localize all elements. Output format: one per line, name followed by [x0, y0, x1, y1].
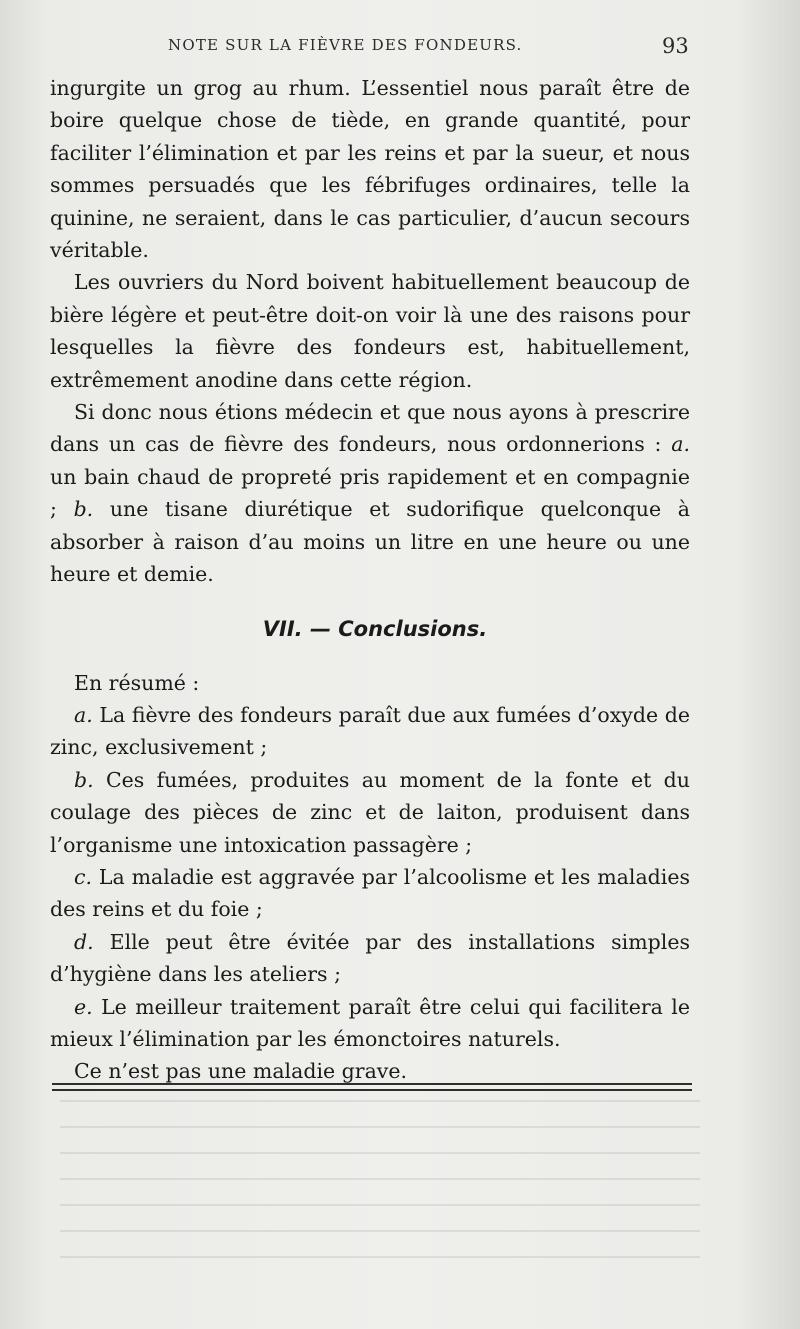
rule-line-bottom — [52, 1089, 692, 1091]
closing-sentence: Ce n’est pas une maladie grave. — [74, 1059, 408, 1084]
conclusion-item-e — [50, 991, 690, 1056]
conclusion-item-d — [50, 926, 690, 991]
prescription-text-b: une tisane diurétique et sudorifique quelconque à absorber à raison d’au moins un litre en une heure ou une heure et demie. — [50, 497, 690, 587]
conclusion-text: Le meilleur traitement paraît être celui qui facilitera le mieux l’élimination par les émonctoires naturels. — [50, 994, 690, 1051]
conclusion-text: La maladie est aggravée par l’alcoolisme et les maladies des reins et du foie ; — [50, 864, 690, 922]
paragraph-prescription — [50, 396, 690, 590]
bleed-through-texture — [60, 1100, 700, 1260]
running-title: NOTE SUR LA FIÈVRE DES FONDEURS. — [168, 36, 523, 54]
prescription-letter-a: a. — [671, 432, 690, 457]
conclusion-text: Ces fumées, produites au moment de la fonte et du coulage des pièces de zinc et de laiton, produisent dans l’organisme une intoxication passagère ; — [50, 767, 690, 857]
prescription-text-a: un bain chaud de propreté pris rapidement et en compagnie ; — [50, 464, 690, 522]
paragraph-continued: ingurgite un grog au rhum. L’essentiel nous paraît être de boire quelque chose de tiède, en grande quantité, pour faciliter l’élimination et par les reins et par la sueur, et nous sommes persuadés que les fébrifuges ordinaires, telle la quinine, ne seraient, dans le cas particulier, d’aucun secours véritable. — [50, 76, 690, 263]
conclusion-letter: d. — [74, 929, 94, 954]
conclusion-text: Elle peut être évitée par des installations simples d’hygiène dans les ateliers ; — [50, 929, 690, 987]
end-rule — [52, 1083, 692, 1095]
conclusion-letter: c. — [74, 864, 92, 889]
paragraph-nord: Les ouvriers du Nord boivent habituellement beaucoup de bière légère et peut-être doit-on voir là une des raisons pour lesquelles la fièvre des fondeurs est, habituellement, extrêmement anodine dans cette région. — [50, 270, 690, 392]
conclusions-intro: En résumé : — [74, 670, 200, 695]
conclusion-letter: b. — [74, 767, 94, 792]
conclusion-item-c — [50, 861, 690, 926]
prescription-intro: Si donc nous étions médecin et que nous ayons à prescrire dans un cas de fièvre des fondeurs, nous ordonnerions : — [50, 400, 690, 457]
section-heading: VII. — Conclusions. — [262, 616, 488, 641]
prescription-letter-b: b. — [73, 497, 94, 522]
rule-line-top — [52, 1083, 692, 1085]
page-header — [0, 34, 800, 60]
page-number: 93 — [662, 34, 689, 58]
body-text — [50, 72, 690, 1088]
conclusion-letter: e. — [74, 994, 93, 1019]
conclusion-item-b — [50, 764, 690, 861]
conclusion-item-a — [50, 699, 690, 764]
conclusion-text: La fièvre des fondeurs paraît due aux fumées d’oxyde de zinc, exclusivement ; — [50, 702, 690, 760]
conclusion-letter: a. — [74, 702, 93, 727]
